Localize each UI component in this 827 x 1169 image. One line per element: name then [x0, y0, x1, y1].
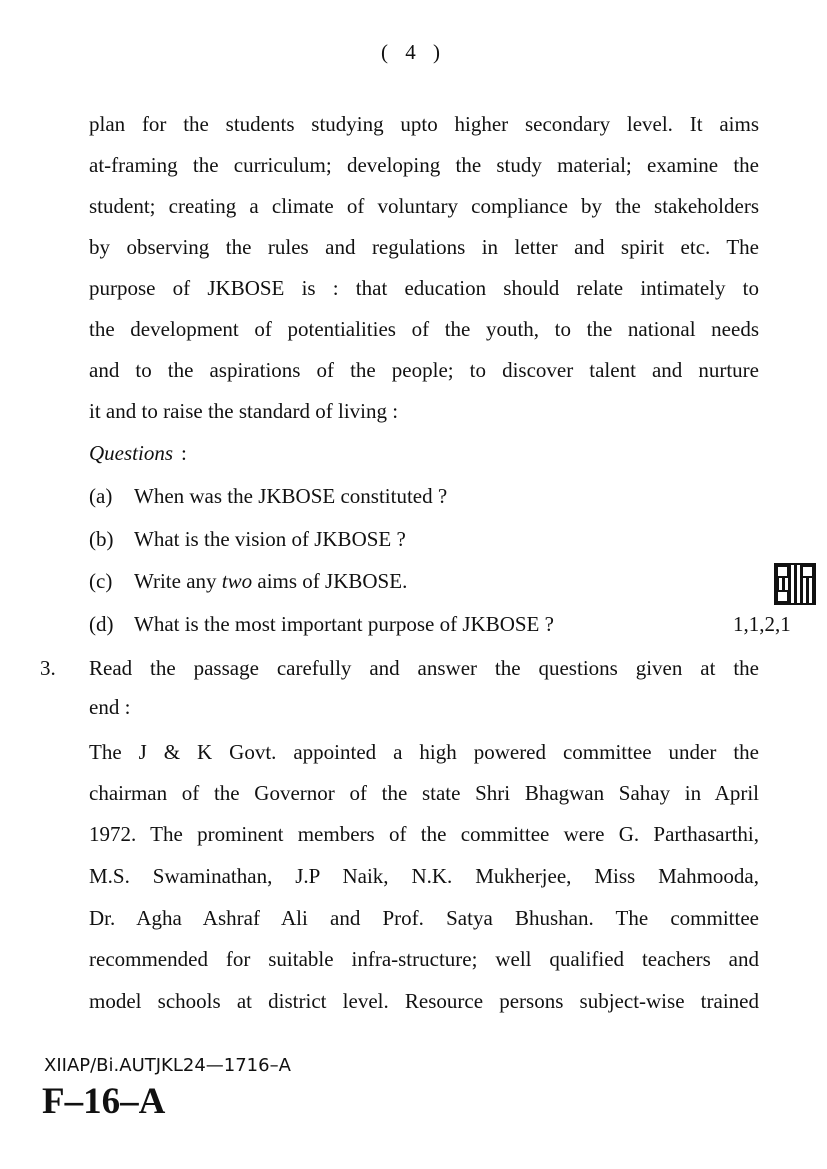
sub-question-text: What is the most important purpose of JKBOSE ? [134, 612, 554, 636]
marks-distribution: 1,1,2,1 [733, 612, 791, 636]
sub-question-letter: (a) [89, 484, 113, 508]
question-instruction-line: Read the passage carefully and answer the questions given at the [89, 656, 759, 680]
passage-line: plan for the students studying upto higher secondary level. It aims [89, 112, 759, 136]
sub-question-text-start: Write any [134, 569, 222, 593]
sub-question-letter: (c) [89, 569, 113, 593]
sub-question-text: What is the vision of JKBOSE ? [134, 527, 406, 551]
question-number: 3. [40, 656, 56, 680]
set-code: F–16–A [42, 1081, 166, 1122]
passage-line: Dr. Agha Ashraf Ali and Prof. Satya Bhushan. The committee [89, 906, 759, 930]
questions-label: Questions [89, 441, 173, 465]
sub-question-letter: (b) [89, 527, 114, 551]
page-number: ( 4 ) [381, 40, 446, 64]
passage-line: student; creating a climate of voluntary compliance by the stakeholders [89, 194, 759, 218]
sub-question-emphasis: two [221, 569, 253, 593]
passage-line: and to the aspirations of the people; to discover talent and nurture [89, 358, 759, 382]
passage-line: it and to raise the standard of living : [89, 399, 399, 423]
sub-question-text-end: aims of JKBOSE. [252, 569, 408, 593]
sub-question-letter: (d) [89, 612, 114, 636]
questions-colon: : [181, 441, 187, 465]
passage-line: recommended for suitable infra-structure; well qualified teachers and [89, 947, 759, 971]
sub-question-a [89, 483, 447, 509]
questions-heading [89, 440, 187, 466]
paper-code: XIIAP/Bi.AUTJKL24—1716–A [44, 1055, 291, 1076]
sub-question-b [89, 526, 406, 552]
qr-finder-icon [776, 590, 789, 603]
passage-line: model schools at district level. Resource persons subject-wise trained [89, 989, 759, 1013]
qr-finder-icon [801, 565, 814, 578]
passage-line: 1972. The prominent members of the committee were G. Parthasarthi, [89, 822, 759, 846]
passage-line: purpose of JKBOSE is : that education should relate intimately to [89, 276, 759, 300]
sub-question-text: When was the JKBOSE constituted ? [134, 484, 448, 508]
sub-question-c [89, 568, 407, 594]
qr-finder-icon [776, 565, 789, 578]
sub-question-d [89, 611, 554, 637]
question-instruction-line: end : [89, 695, 131, 719]
passage-line: chairman of the Governor of the state Shri Bhagwan Sahay in April [89, 781, 759, 805]
passage-line: at-framing the curriculum; developing the study material; examine the [89, 153, 759, 177]
passage-line: M.S. Swaminathan, J.P Naik, N.K. Mukherjee, Miss Mahmooda, [89, 864, 759, 888]
passage-line: the development of potentialities of the youth, to the national needs [89, 317, 759, 341]
passage-line: The J & K Govt. appointed a high powered committee under the [89, 740, 759, 764]
qr-code-icon [776, 565, 814, 603]
passage-line: by observing the rules and regulations in letter and spirit etc. The [89, 235, 759, 259]
